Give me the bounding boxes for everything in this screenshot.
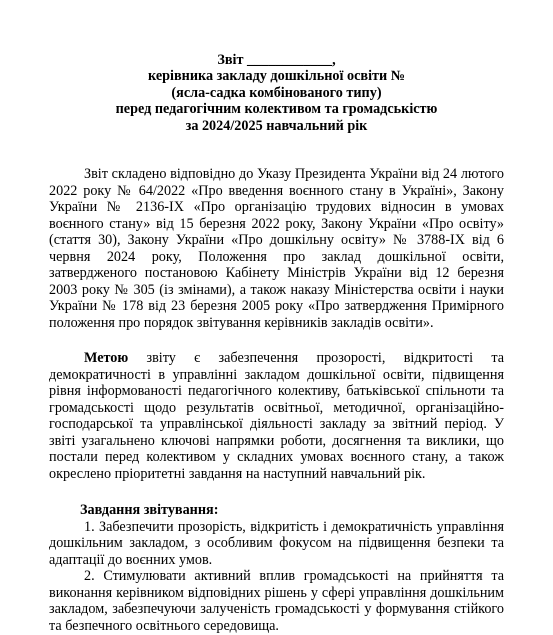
purpose-lead: Метою <box>84 350 129 367</box>
document-title <box>49 0 504 134</box>
tasks-heading: Завдання звітування: <box>80 502 219 519</box>
title-line-year: за 2024/2025 навчальний рік <box>185 117 368 134</box>
title-line-institution-type: (ясла-садка комбінованого типу) <box>171 84 382 101</box>
title-line-audience: перед педагогічним колективом та громадськістю <box>115 101 438 118</box>
purpose-text: звіту є забезпечення прозорості, відкритості та демократичності в управлінні закладом дошкільної освіти, підвищення рівня інформованості педагогічного колективу, батьківської спільноти та громадськості щодо результатів освітньої, методичної, організаційно-господарської та управлінської діяльності закладу за звітний період. У звіті узагальнено ключові напрямки роботи, досягнення та виклики, що постали перед колективом у складних умовах воєнного стану, а також окреслено пріоритетні завдання на наступний навчальний рік. <box>49 350 504 482</box>
intro-paragraph: Звіт складено відповідно до Указу Президента України від 24 лютого 2022 року № 64/2022 «Про введення воєнного стану в Україні», Закону України № 2136-IX «Про організацію трудових відносин в умовах воєнного стану» від 15 березня 2022 року, Закону України «Про освіту» (стаття 30), Закону України «Про дошкільну освіту» № 3788-IX від 6 червня 2024 року, Положення про заклад дошкільної освіти, затвердженого постановою Кабінету Міністрів України від 12 березня 2003 року № 305 (із змінами), а також наказу Міністерства освіти і науки України № 178 від 23 березня 2005 року «Про затвердження Примірного положення про порядок звітування керівників закладів освіти». <box>49 166 504 331</box>
task-item-2: 2. Стимулювати активний вплив громадськості на прийняття та виконання керівником відповідних рішень у сфері управління дошкільним закладом, забезпечуючи залученість громадськості у формування стійкого та безпечного освітнього середовища. <box>49 568 504 634</box>
title-line-head: керівника закладу дошкільної освіти № <box>148 68 405 85</box>
purpose-paragraph <box>49 350 504 482</box>
task-item-1: 1. Забезпечити прозорість, відкритість і демократичність управління дошкільним закладом, з особливим фокусом на підвищення безпеки та адаптації до воєнних умов. <box>49 518 504 568</box>
title-line-report: Звіт ____________, <box>217 52 336 68</box>
